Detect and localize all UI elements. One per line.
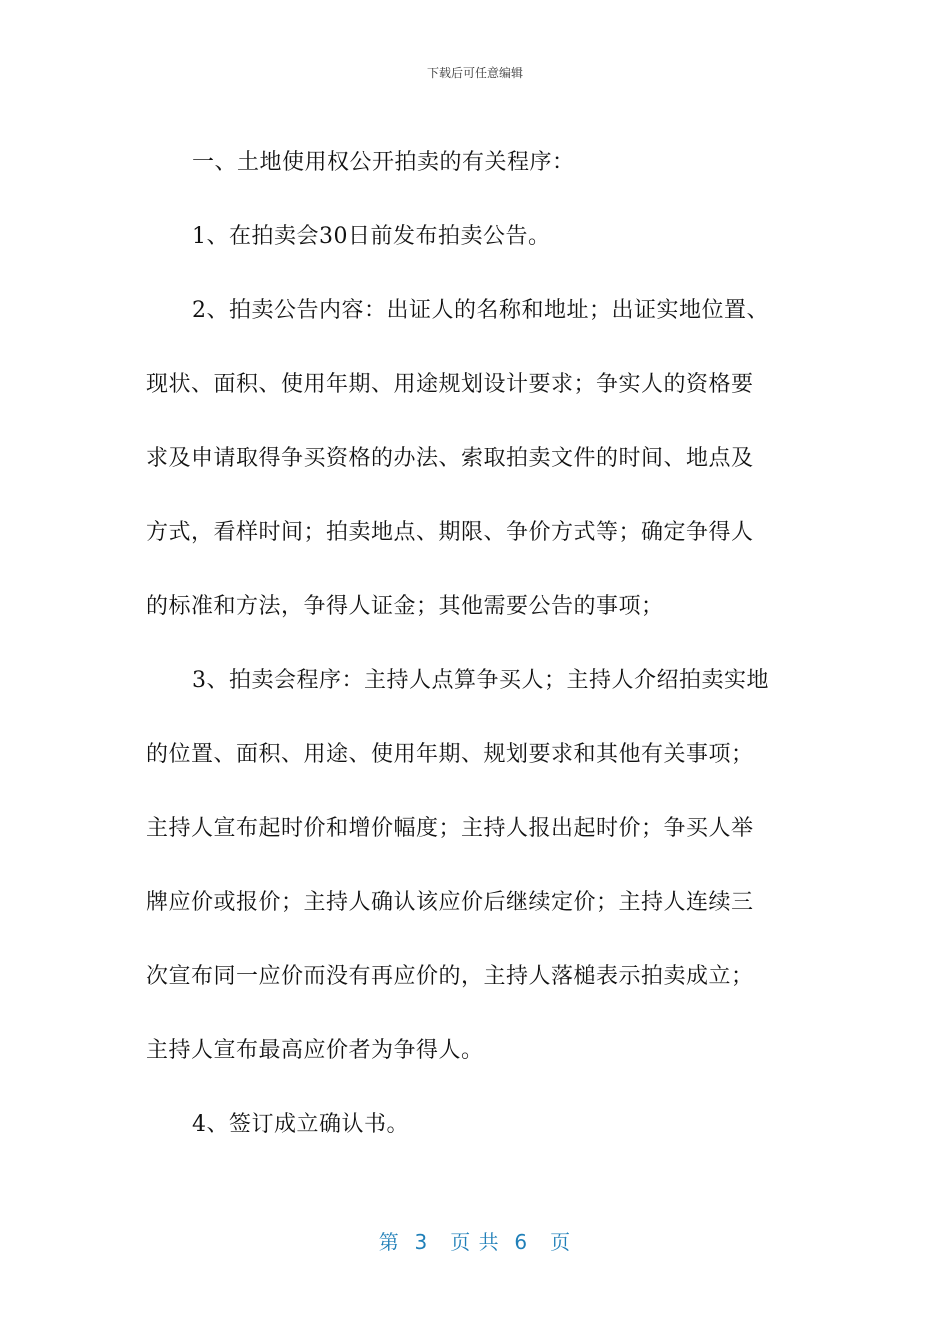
paragraph-line: 1、在拍卖会30日前发布拍卖公告。 bbox=[192, 224, 551, 249]
paragraph-line: 牌应价或报价；主持人确认该应价后继续定价；主持人连续三 bbox=[146, 890, 754, 915]
document-body bbox=[146, 126, 806, 1162]
paragraph-line: 的标准和方法，争得人证金；其他需要公告的事项； bbox=[146, 594, 664, 619]
paragraph-line: 主持人宣布最高应价者为争得人。 bbox=[146, 1038, 484, 1063]
paragraph-line: 4、签订成立确认书。 bbox=[192, 1112, 409, 1137]
page-header: 下载后可任意编辑 bbox=[426, 66, 523, 80]
paragraph-line: 求及申请取得争买资格的办法、索取拍卖文件的时间、地点及 bbox=[146, 446, 754, 471]
page-number-footer: 第 3 页 共 6 页 bbox=[378, 1230, 572, 1254]
paragraph-line: 2、拍卖公告内容：出证人的名称和地址；出证实地位置、 bbox=[192, 298, 769, 323]
paragraph-line: 的位置、面积、用途、使用年期、规划要求和其他有关事项； bbox=[146, 742, 754, 767]
section-heading: 一、土地使用权公开拍卖的有关程序： bbox=[192, 150, 575, 175]
paragraph-line: 主持人宣布起时价和增价幅度；主持人报出起时价；争买人举 bbox=[146, 816, 754, 841]
paragraph-line: 现状、面积、使用年期、用途规划设计要求；争实人的资格要 bbox=[146, 372, 754, 397]
paragraph-line: 方式，看样时间；拍卖地点、期限、争价方式等；确定争得人 bbox=[146, 520, 754, 545]
paragraph-line: 3、拍卖会程序：主持人点算争买人；主持人介绍拍卖实地 bbox=[192, 668, 769, 693]
paragraph-line: 次宣布同一应价而没有再应价的，主持人落槌表示拍卖成立； bbox=[146, 964, 754, 989]
